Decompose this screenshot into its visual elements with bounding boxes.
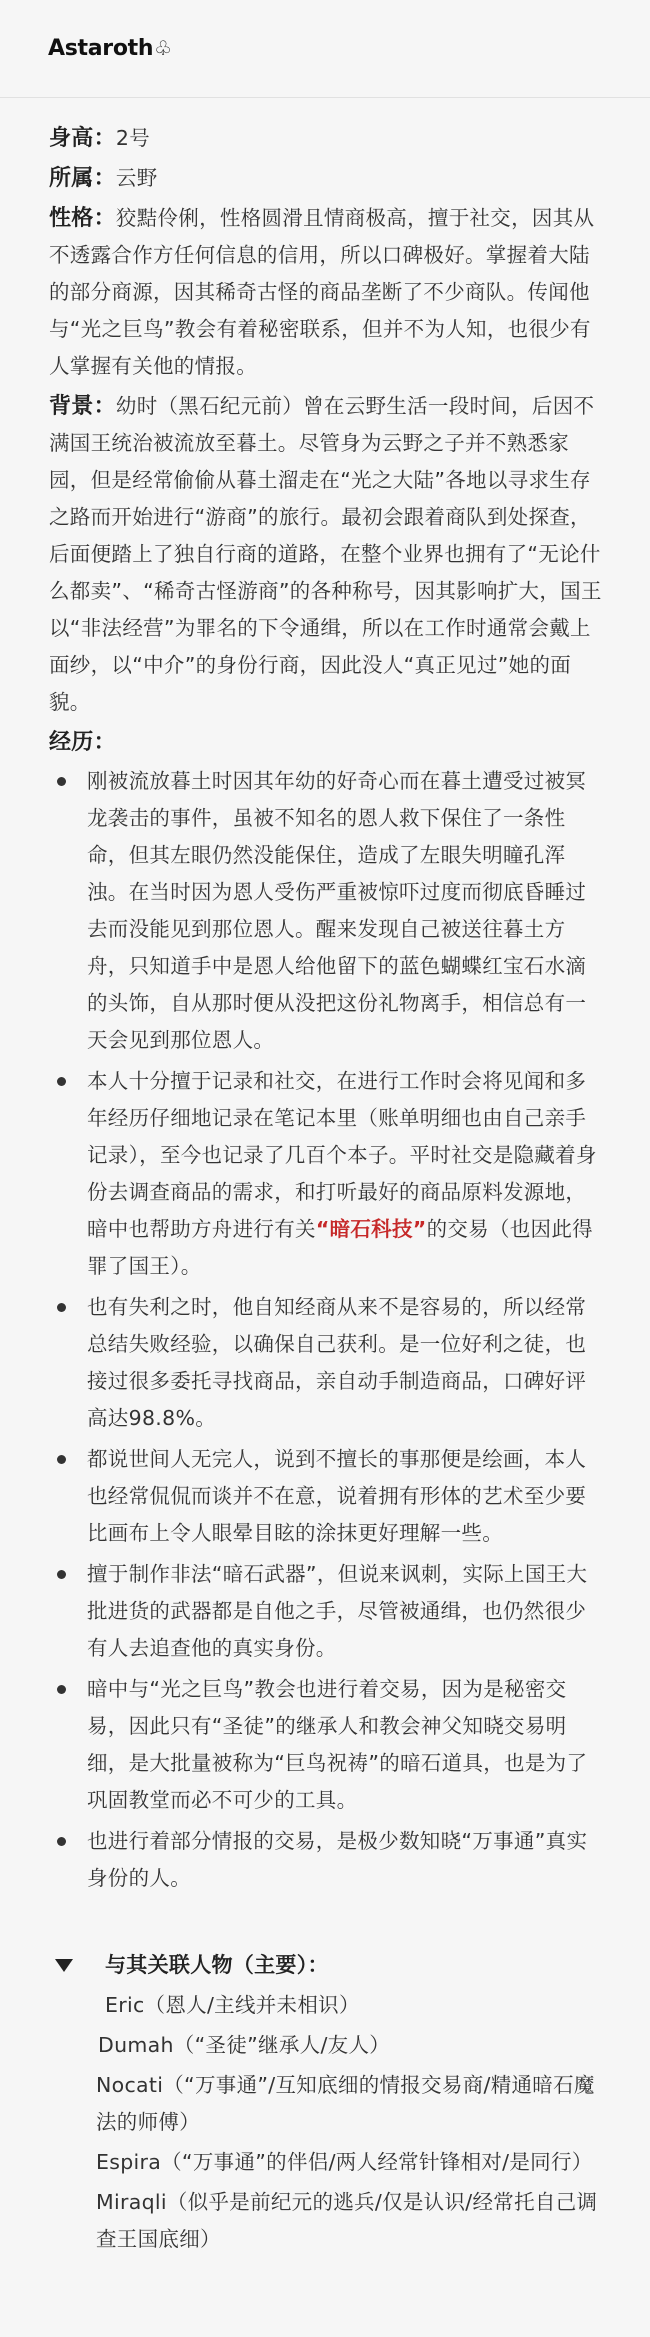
related-person: Eric（恩人/主线并未相识）: [105, 1993, 360, 2017]
experience-label: 经历：: [49, 730, 116, 755]
bullet-icon: [57, 1303, 66, 1312]
experience-text: 也进行着部分情报的交易，是极少数知晓“万事通”真实身份的人。: [87, 1829, 588, 1890]
field-background: [49, 388, 606, 721]
experience-text: 都说世间人无完人，说到不擅长的事那便是绘画，本人也经常侃侃而谈并不在意，说着拥有形体的艺术至少要比画布上令人眼晕目眩的涂抹更好理解一些。: [87, 1447, 587, 1545]
field-experience: [49, 724, 606, 761]
experience-text: 也有失利之时，他自知经商从来不是容易的，所以经常总结失败经验，以确保自己获利。是一位好利之徒，也接过很多委托寻找商品，亲自动手制造商品，口碑好评高达98.8%。: [87, 1295, 587, 1430]
bullet-icon: [57, 1077, 66, 1086]
bullet-icon: [57, 1837, 66, 1846]
related-person: Espira（“万事通”的伴侣/两人经常针锋相对/是同行）: [96, 2150, 593, 2174]
field-height: [49, 120, 606, 157]
background-label: 背景：: [49, 394, 116, 419]
bullet-icon: [57, 777, 66, 786]
background-value: 幼时（黑石纪元前）曾在云野生活一段时间，后因不满国王统治被流放至暮土。尽管身为云野之子并不熟悉家园，但是经常偷偷从暮土溜走在“光之大陆”各地以寻求生存之路而开始进行“游商”的旅行。最初会跟着商队到处探查，后面便踏上了独自行商的道路，在整个业界也拥有了“无论什么都卖”、“稀奇古怪游商”的各种称号，因其影响扩大，国王以“非法经营”为罪名的下令通缉，所以在工作时通常会戴上面纱，以“中介”的身份行商，因此没人“真正见过”她的面貌。: [49, 394, 602, 714]
field-personality: [49, 200, 606, 385]
page-title: Astaroth♧: [48, 36, 172, 61]
related-heading: 与其关联人物（主要）：: [105, 1953, 329, 1977]
related-person: Nocati（“万事通”/互知底细的情报交易商/精通暗石魔法的师傅）: [96, 2073, 595, 2134]
profile-content: [0, 98, 650, 2258]
bullet-icon: [57, 1685, 66, 1694]
related-section: [49, 1947, 606, 2258]
list-item: [49, 1556, 606, 1667]
affiliation-value: 云野: [115, 166, 158, 190]
header: [0, 0, 650, 98]
personality-value: 狡黠伶俐，性格圆滑且情商极高，擅于社交，因其从不透露合作方任何信息的信用，所以口碑极好。掌握着大陆的部分商源，因其稀奇古怪的商品垄断了不少商队。传闻他与“光之巨鸟”教会有着秘密联系，但并不为人知，也很少有人掌握有关他的情报。: [49, 206, 595, 378]
height-label: 身高：: [49, 126, 116, 151]
list-item: [49, 1441, 606, 1552]
bullet-icon: [57, 1455, 66, 1464]
experience-text: 擅于制作非法“暗石武器”，但说来讽刺，实际上国王大批进货的武器都是自他之手，尽管被通缉，也仍然很少有人去追查他的真实身份。: [87, 1562, 588, 1660]
experience-list: [49, 763, 606, 1897]
related-person: Miraqli（似乎是前纪元的逃兵/仅是认识/经常托自己调查王国底细）: [96, 2190, 598, 2251]
height-value: 2号: [115, 126, 151, 150]
list-item: [49, 1671, 606, 1819]
list-item: [49, 1063, 606, 1285]
personality-label: 性格：: [49, 206, 116, 231]
experience-text: 刚被流放暮土时因其年幼的好奇心而在暮土遭受过被冥龙袭击的事件，虽被不知名的恩人救下保住了一条性命，但其左眼仍然没能保住，造成了左眼失明瞳孔浑浊。在当时因为恩人受伤严重被惊吓过度而彻底昏睡过去而没能见到那位恩人。醒来发现自己被送往暮土方舟，只知道手中是恩人给他留下的蓝色蝴蝶红宝石水滴的头饰，自从那时便从没把这份礼物离手，相信总有一天会见到那位恩人。: [87, 769, 587, 1052]
list-item: [49, 1289, 606, 1437]
triangle-down-icon: [55, 1959, 73, 1972]
list-item: [49, 763, 606, 1059]
highlight-term: “暗石科技”: [315, 1217, 427, 1241]
experience-text: 本人十分擅于记录和社交，在进行工作时会将见闻和多年经历仔细地记录在笔记本里（账单明细也由自己亲手记录），至今也记录了几百个本子。平时社交是隐藏着身份去调查商品的需求，和打听最好的商品原料发源地，暗中也帮助方舟进行有关: [87, 1069, 597, 1241]
bullet-icon: [57, 1570, 66, 1579]
affiliation-label: 所属：: [49, 166, 116, 191]
club-symbol-icon: ♧: [154, 36, 172, 60]
experience-text: 暗中与“光之巨鸟”教会也进行着交易，因为是秘密交易，因此只有“圣徒”的继承人和教会神父知晓交易明细，是大批量被称为“巨鸟祝祷”的暗石道具，也是为了巩固教堂而必不可少的工具。: [87, 1677, 588, 1812]
field-affiliation: [49, 160, 606, 197]
related-toggle[interactable]: [49, 1947, 606, 1984]
list-item: [49, 1823, 606, 1897]
experience-text: 的交易（也因此得罪了国王）。: [87, 1217, 593, 1278]
related-person: Dumah（“圣徒”继承人/友人）: [98, 2033, 391, 2057]
